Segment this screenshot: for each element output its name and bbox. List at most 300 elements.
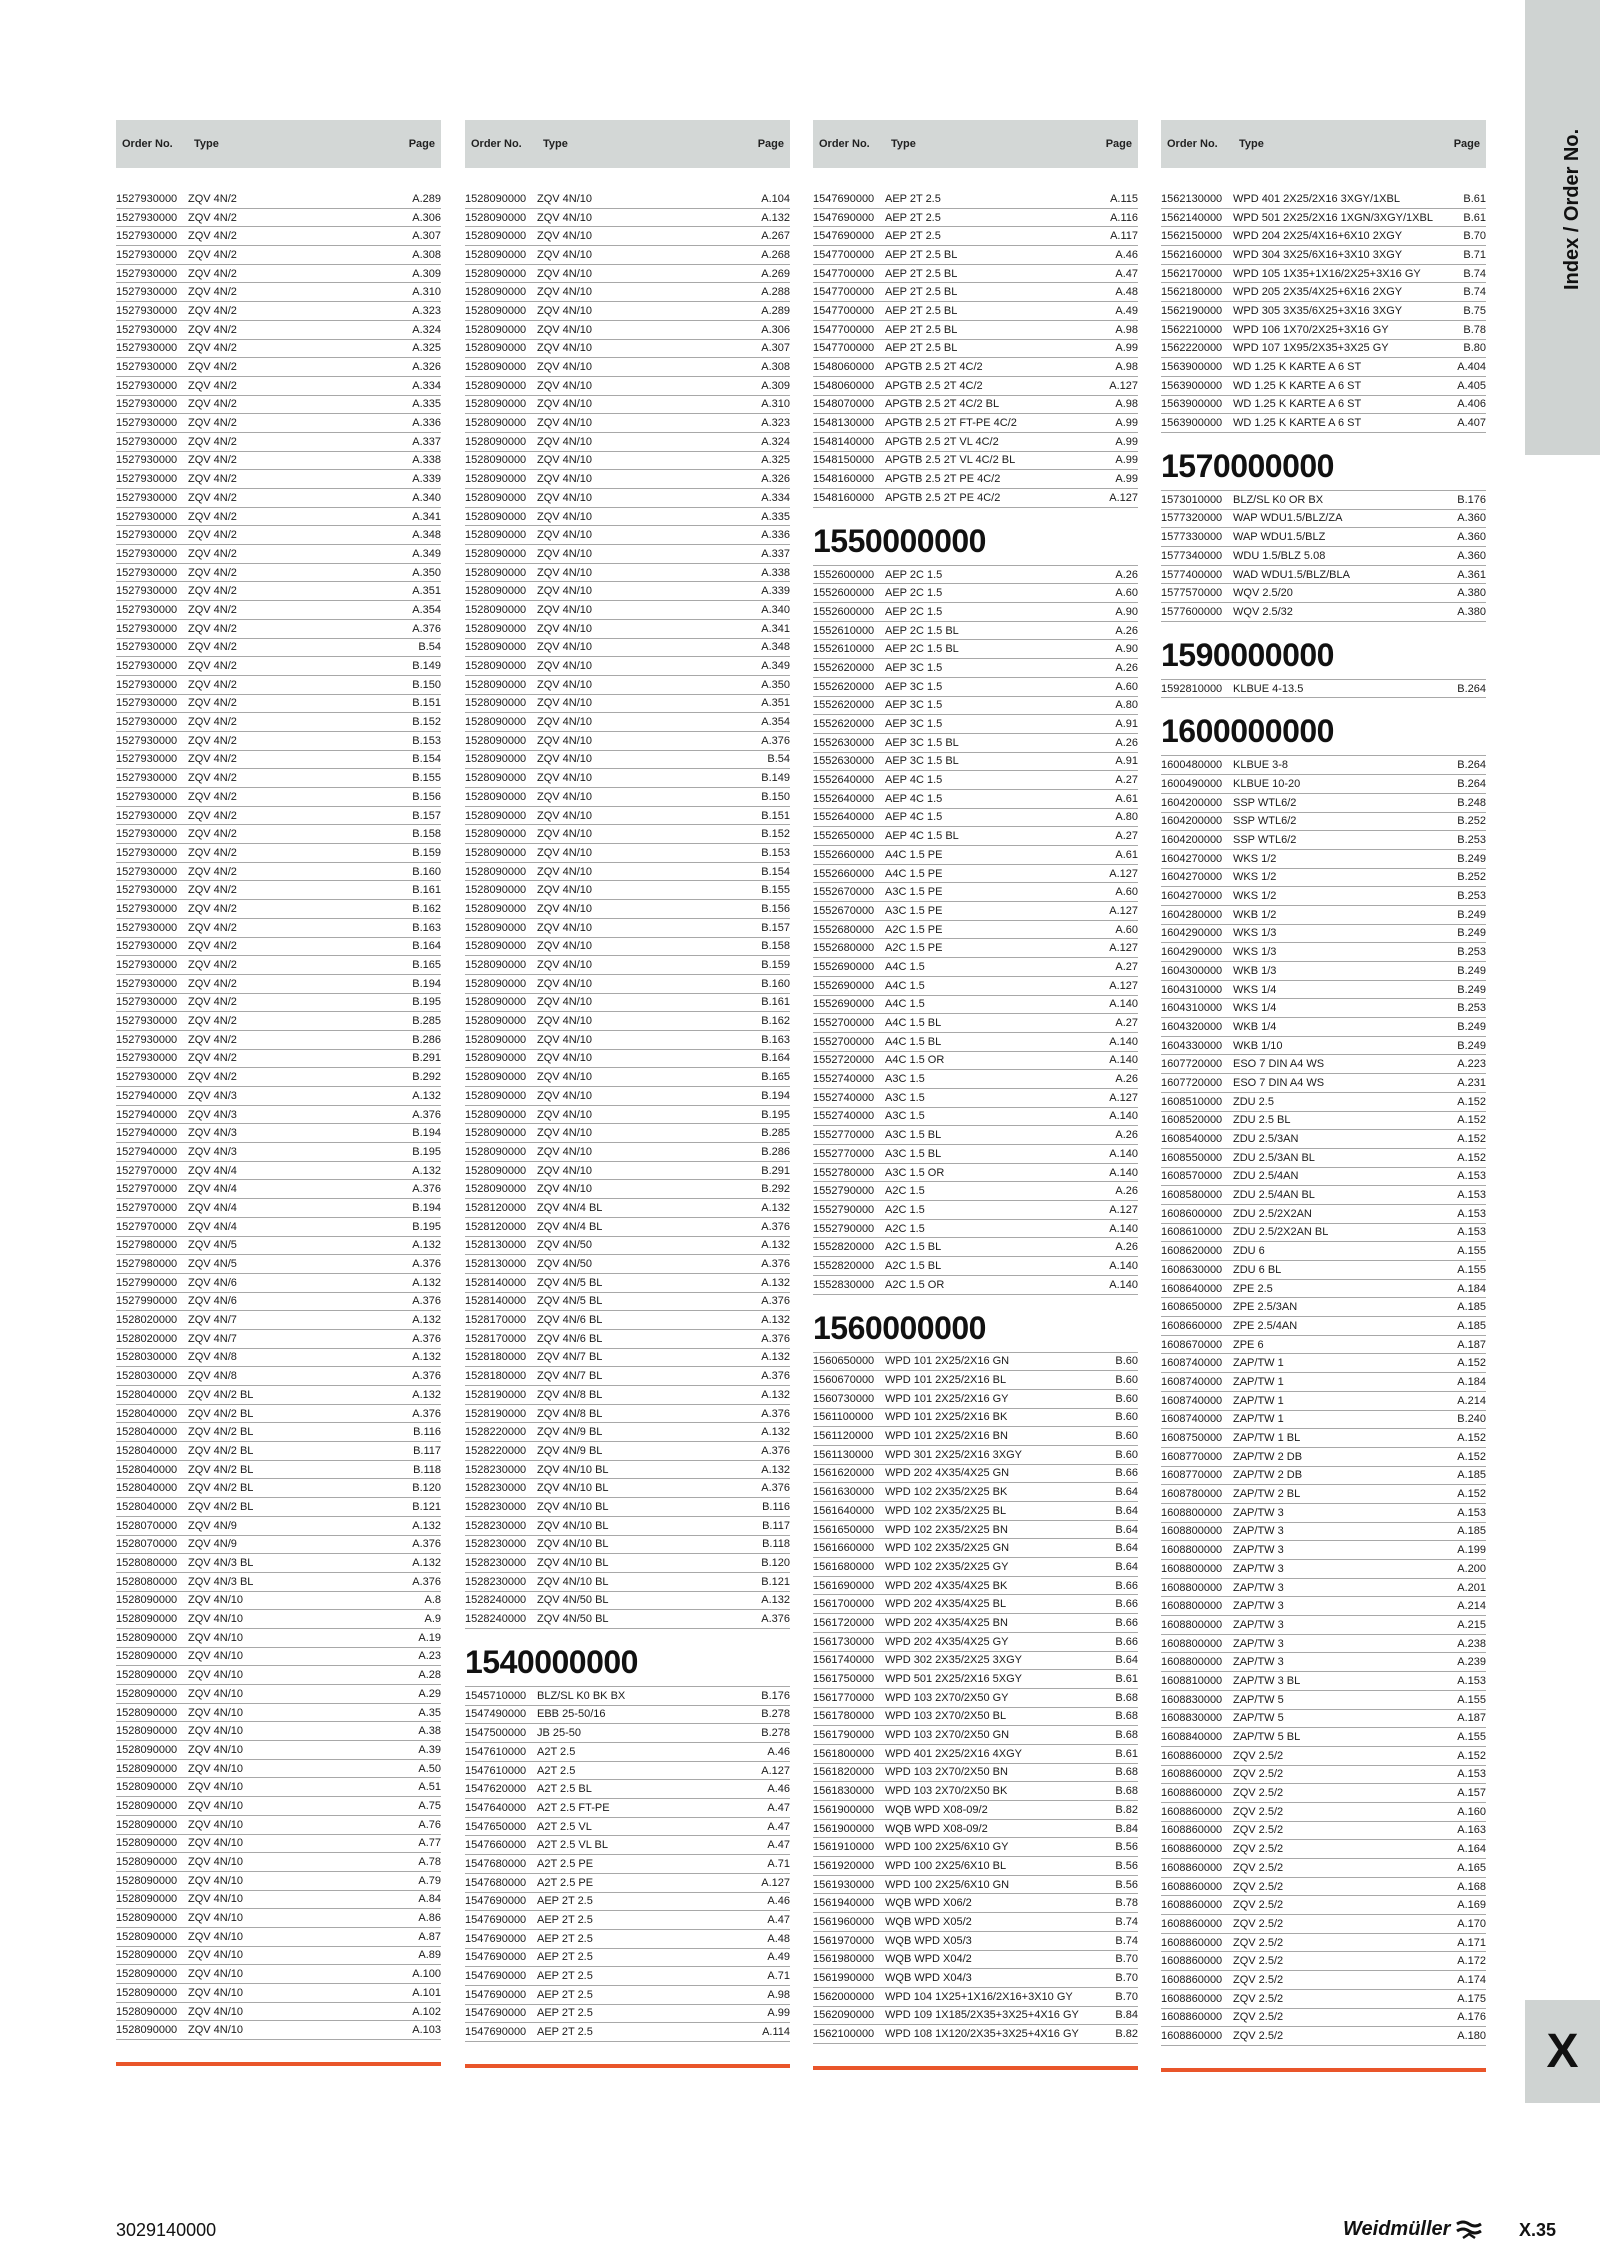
order-number: 1527980000 xyxy=(116,1258,178,1271)
page-ref: B.71 xyxy=(1463,248,1486,261)
index-row xyxy=(116,1760,441,1779)
page-ref: A.27 xyxy=(1115,774,1138,787)
page-ref: A.325 xyxy=(761,454,790,467)
index-row xyxy=(1161,321,1486,340)
type-name: ZAP/TW 3 xyxy=(1233,1600,1284,1613)
type-name: WD 1.25 K KARTE A 6 ST xyxy=(1233,398,1362,411)
order-number: 1608740000 xyxy=(1161,1357,1223,1370)
order-number: 1562220000 xyxy=(1161,342,1223,355)
order-number: 1561940000 xyxy=(813,1897,875,1910)
type-name: ZQV 4N/2 xyxy=(188,435,237,448)
type-name: KLBUE 10-20 xyxy=(1233,777,1301,790)
index-row xyxy=(465,1293,790,1312)
type-name: ZAP/TW 1 xyxy=(1233,1375,1284,1388)
type-name: ZQV 4N/10 xyxy=(537,846,593,859)
index-row xyxy=(116,526,441,545)
type-name: ZQV 4N/4 xyxy=(188,1164,237,1177)
type-name: AEP 2C 1.5 BL xyxy=(885,643,959,656)
page-ref: A.152 xyxy=(1457,1095,1486,1108)
column-end-rule xyxy=(1161,2068,1486,2072)
type-name: ZQV 2.5/2 xyxy=(1233,1749,1284,1762)
index-row xyxy=(116,919,441,938)
order-number: 1528090000 xyxy=(465,342,527,355)
type-name: ZQV 4N/10 xyxy=(537,1033,593,1046)
page-ref: A.184 xyxy=(1457,1282,1486,1295)
index-row xyxy=(116,1909,441,1928)
type-name: ZQV 4N/10 xyxy=(537,977,593,990)
index-row xyxy=(465,751,790,770)
page-ref: B.161 xyxy=(412,884,441,897)
index-row xyxy=(116,994,441,1013)
page-ref: A.127 xyxy=(1109,942,1138,955)
index-row xyxy=(465,1012,790,1031)
order-number: 1528090000 xyxy=(465,379,527,392)
page-ref: B.64 xyxy=(1115,1654,1138,1667)
order-number: 1552770000 xyxy=(813,1147,875,1160)
index-row xyxy=(465,582,790,601)
order-number: 1552660000 xyxy=(813,867,875,880)
page-ref: B.118 xyxy=(413,1463,441,1476)
order-number: 1528220000 xyxy=(465,1426,527,1439)
page-ref: A.132 xyxy=(761,1594,790,1607)
type-name: AEP 2T 2.5 xyxy=(537,1932,593,1945)
order-number: 1528090000 xyxy=(465,772,527,785)
order-number: 1527930000 xyxy=(116,398,178,411)
page-ref: A.339 xyxy=(761,585,790,598)
page-ref: A.336 xyxy=(412,417,441,430)
index-row xyxy=(1161,1112,1486,1131)
type-name: AEP 2T 2.5 BL xyxy=(885,267,958,280)
type-name: ZQV 4N/10 xyxy=(537,547,593,560)
page-ref: A.351 xyxy=(412,585,441,598)
order-number: 1527930000 xyxy=(116,1052,178,1065)
order-number: 1561820000 xyxy=(813,1766,875,1779)
type-name: ZQV 4N/10 xyxy=(537,267,593,280)
section-heading: 1550000000 xyxy=(813,508,1138,566)
page-ref: A.127 xyxy=(761,1764,790,1777)
index-row xyxy=(116,1498,441,1517)
index-row xyxy=(465,377,790,396)
type-name: ZQV 4N/7 xyxy=(188,1314,237,1327)
index-row xyxy=(116,956,441,975)
order-number: 1608800000 xyxy=(1161,1525,1223,1538)
page-ref: A.80 xyxy=(1115,699,1138,712)
order-number: 1527930000 xyxy=(116,435,178,448)
index-row xyxy=(116,545,441,564)
index-row xyxy=(116,1405,441,1424)
page-ref: B.264 xyxy=(1457,682,1486,695)
page-ref: B.155 xyxy=(412,772,441,785)
page-ref: B.164 xyxy=(761,1052,790,1065)
page-ref: A.127 xyxy=(1109,1203,1138,1216)
type-name: ZQV 4N/10 xyxy=(537,491,593,504)
order-number: 1608800000 xyxy=(1161,1562,1223,1575)
type-name: ZQV 4N/2 xyxy=(188,809,237,822)
page-ref: A.100 xyxy=(412,1968,441,1981)
page-ref: B.194 xyxy=(412,1127,441,1140)
type-name: WQV 2.5/32 xyxy=(1233,605,1293,618)
page-ref: B.82 xyxy=(1115,2028,1138,2041)
order-number: 1608770000 xyxy=(1161,1469,1223,1482)
type-name: ZQV 4N/2 xyxy=(188,622,237,635)
page-ref: A.164 xyxy=(1457,1843,1486,1856)
type-name: ZQV 4N/2 BL xyxy=(188,1482,254,1495)
index-row xyxy=(465,657,790,676)
type-name: ZQV 4N/2 xyxy=(188,491,237,504)
page-ref: B.157 xyxy=(412,809,441,822)
type-name: A3C 1.5 BL xyxy=(885,1147,942,1160)
index-row xyxy=(1161,1840,1486,1859)
type-name: WPD 106 1X70/2X25+3X16 GY xyxy=(1233,323,1389,336)
type-name: ZAP/TW 3 xyxy=(1233,1525,1284,1538)
index-row xyxy=(1161,1298,1486,1317)
index-row xyxy=(116,433,441,452)
page-ref: B.160 xyxy=(761,977,790,990)
type-name: ZPE 6 xyxy=(1233,1338,1264,1351)
order-number: 1608630000 xyxy=(1161,1263,1223,1276)
section-x-tab: X xyxy=(1525,2000,1600,2103)
order-number: 1547650000 xyxy=(465,1820,527,1833)
page-ref: A.51 xyxy=(418,1781,441,1794)
type-name: ZQV 4N/10 xyxy=(537,361,593,374)
page-ref: A.269 xyxy=(761,267,790,280)
type-name: AEP 4C 1.5 BL xyxy=(885,830,959,843)
type-name: A2C 1.5 PE xyxy=(885,923,943,936)
type-name: ZQV 4N/10 xyxy=(188,1912,244,1925)
order-number: 1528090000 xyxy=(465,529,527,542)
type-name: ZQV 2.5/2 xyxy=(1233,1955,1284,1968)
type-name: ZAP/TW 3 xyxy=(1233,1618,1284,1631)
index-row xyxy=(465,1349,790,1368)
index-row xyxy=(465,844,790,863)
order-number: 1527930000 xyxy=(116,622,178,635)
type-name: ZQV 2.5/2 xyxy=(1233,1787,1284,1800)
page-ref: B.149 xyxy=(761,772,790,785)
index-row xyxy=(116,1423,441,1442)
index-row xyxy=(465,1836,790,1855)
index-row xyxy=(813,358,1138,377)
type-name: ESO 7 DIN A4 WS xyxy=(1233,1076,1325,1089)
page-ref: A.376 xyxy=(412,1575,441,1588)
type-name: ZQV 4N/9 xyxy=(188,1519,237,1532)
order-number: 1552700000 xyxy=(813,1017,875,1030)
type-name: WQB WPD X08-09/2 xyxy=(885,1803,988,1816)
index-row xyxy=(116,676,441,695)
index-row xyxy=(813,1539,1138,1558)
page-ref: B.252 xyxy=(1457,871,1486,884)
index-row xyxy=(465,396,790,415)
type-name: ZQV 4N/2 xyxy=(188,921,237,934)
order-number: 1528090000 xyxy=(465,1108,527,1121)
index-row xyxy=(813,1521,1138,1540)
index-row xyxy=(1161,981,1486,1000)
index-row xyxy=(1161,943,1486,962)
page-ref: A.117 xyxy=(1110,230,1138,243)
type-name: ZQV 4N/10 xyxy=(537,1183,593,1196)
page-ref: A.172 xyxy=(1457,1955,1486,1968)
page-ref: A.140 xyxy=(1109,1259,1138,1272)
index-row xyxy=(1161,491,1486,510)
page-ref: B.278 xyxy=(761,1708,790,1721)
order-number: 1563900000 xyxy=(1161,398,1223,411)
order-number: 1528180000 xyxy=(465,1370,527,1383)
order-number: 1561640000 xyxy=(813,1504,875,1517)
order-number: 1528090000 xyxy=(116,1818,178,1831)
index-row xyxy=(813,566,1138,585)
order-number: 1547620000 xyxy=(465,1783,527,1796)
page-ref: A.9 xyxy=(424,1613,441,1626)
type-name: AEP 2T 2.5 BL xyxy=(885,286,958,299)
page-ref: B.159 xyxy=(412,846,441,859)
page-ref: A.168 xyxy=(1457,1880,1486,1893)
type-name: ZAP/TW 3 xyxy=(1233,1656,1284,1669)
index-row xyxy=(465,956,790,975)
page-ref: A.132 xyxy=(412,1519,441,1532)
order-number: 1548070000 xyxy=(813,398,875,411)
index-row xyxy=(465,1274,790,1293)
index-row xyxy=(813,1614,1138,1633)
order-number: 1561100000 xyxy=(813,1411,874,1424)
page-ref: A.60 xyxy=(1115,923,1138,936)
type-name: ZQV 4N/10 xyxy=(188,1799,244,1812)
page-ref: A.132 xyxy=(761,1201,790,1214)
page-ref: A.361 xyxy=(1457,568,1486,581)
page-ref: A.153 xyxy=(1457,1674,1486,1687)
index-row xyxy=(465,227,790,246)
type-name: ZQV 4N/10 xyxy=(537,790,593,803)
type-name: WPD 102 2X35/2X25 BK xyxy=(885,1486,1008,1499)
index-row xyxy=(1161,1616,1486,1635)
type-name: WPD 305 3X35/6X25+3X16 3XGY xyxy=(1233,304,1403,317)
type-name: AEP 4C 1.5 xyxy=(885,774,943,787)
index-row xyxy=(813,1708,1138,1727)
page-ref: A.132 xyxy=(761,1314,790,1327)
index-row xyxy=(1161,680,1486,699)
index-row xyxy=(1161,794,1486,813)
index-row xyxy=(465,1743,790,1762)
index-row xyxy=(813,697,1138,716)
page-ref: B.156 xyxy=(412,790,441,803)
page-ref: A.289 xyxy=(761,304,790,317)
index-row xyxy=(813,1595,1138,1614)
order-number: 1608800000 xyxy=(1161,1506,1223,1519)
index-row xyxy=(465,302,790,321)
type-name: ZQV 4N/50 BL xyxy=(537,1594,609,1607)
type-name: A2C 1.5 xyxy=(885,1203,925,1216)
type-name: ZQV 4N/2 xyxy=(188,566,237,579)
index-row xyxy=(116,695,441,714)
index-row xyxy=(1161,906,1486,925)
type-name: JB 25-50 xyxy=(537,1727,582,1740)
order-number: 1547690000 xyxy=(465,2007,527,2020)
type-name: ZDU 6 xyxy=(1233,1245,1265,1258)
order-number: 1528090000 xyxy=(116,1893,178,1906)
page-ref: A.99 xyxy=(1115,417,1138,430)
index-row xyxy=(813,584,1138,603)
index-row xyxy=(1161,1635,1486,1654)
type-name: AEP 2T 2.5 BL xyxy=(885,304,958,317)
order-number: 1561740000 xyxy=(813,1654,875,1667)
index-row xyxy=(465,526,790,545)
page-ref: A.380 xyxy=(1457,587,1486,600)
type-name: A4C 1.5 xyxy=(885,960,925,973)
order-number: 1528230000 xyxy=(465,1463,527,1476)
page-ref: A.39 xyxy=(418,1743,441,1756)
index-row xyxy=(813,977,1138,996)
page-ref: A.376 xyxy=(412,1183,441,1196)
type-name: ZQV 4N/10 BL xyxy=(537,1500,609,1513)
order-number: 1528090000 xyxy=(465,248,527,261)
index-row xyxy=(813,265,1138,284)
page-ref: B.70 xyxy=(1115,1990,1138,2003)
index-column-4 xyxy=(1161,120,1486,2072)
page-ref: B.78 xyxy=(1115,1897,1138,1910)
type-name: APGTB 2.5 2T 4C/2 xyxy=(885,361,983,374)
type-name: AEP 4C 1.5 xyxy=(885,792,943,805)
page-ref: A.153 xyxy=(1457,1189,1486,1202)
page-ref: A.127 xyxy=(1109,379,1138,392)
page-ref: A.376 xyxy=(761,1332,790,1345)
index-row xyxy=(813,1427,1138,1446)
index-row xyxy=(116,283,441,302)
index-row xyxy=(1161,1074,1486,1093)
column-body xyxy=(116,190,441,2040)
order-number: 1608800000 xyxy=(1161,1637,1223,1650)
order-number: 1528090000 xyxy=(465,286,527,299)
order-number: 1528090000 xyxy=(465,1089,527,1102)
type-name: ZQV 4N/10 xyxy=(537,248,593,261)
page-ref: B.292 xyxy=(761,1183,790,1196)
order-number: 1608740000 xyxy=(1161,1375,1223,1388)
type-name: WPD 102 2X35/2X25 BL xyxy=(885,1504,1007,1517)
order-number: 1562170000 xyxy=(1161,267,1223,280)
index-row xyxy=(116,1797,441,1816)
index-row xyxy=(813,1089,1138,1108)
index-row xyxy=(116,564,441,583)
order-number: 1528040000 xyxy=(116,1388,178,1401)
index-row xyxy=(116,769,441,788)
index-row xyxy=(813,1913,1138,1932)
page-ref: B.286 xyxy=(761,1145,790,1158)
index-row xyxy=(1161,1859,1486,1878)
index-row xyxy=(813,640,1138,659)
order-number: 1528040000 xyxy=(116,1444,178,1457)
index-row xyxy=(116,246,441,265)
type-name: APGTB 2.5 2T 4C/2 BL xyxy=(885,398,1000,411)
order-number: 1527990000 xyxy=(116,1276,178,1289)
index-row xyxy=(465,209,790,228)
order-number: 1552660000 xyxy=(813,848,875,861)
order-number: 1608860000 xyxy=(1161,2030,1223,2043)
page-ref: B.66 xyxy=(1115,1579,1138,1592)
order-number: 1608860000 xyxy=(1161,1973,1223,1986)
type-name: ZQV 4N/10 xyxy=(537,1015,593,1028)
order-number: 1528090000 xyxy=(465,211,527,224)
type-name: ZQV 4N/9 BL xyxy=(537,1426,603,1439)
index-row xyxy=(465,639,790,658)
order-number: 1527930000 xyxy=(116,884,178,897)
order-number: 1608860000 xyxy=(1161,1787,1223,1800)
type-name: ZQV 4N/5 BL xyxy=(537,1276,603,1289)
index-row xyxy=(465,1461,790,1480)
order-number: 1608740000 xyxy=(1161,1413,1223,1426)
index-row xyxy=(465,900,790,919)
order-number: 1528090000 xyxy=(465,1015,527,1028)
index-row xyxy=(1161,775,1486,794)
type-name: ZQV 4N/10 xyxy=(188,2024,244,2037)
type-name: ZQV 4N/10 xyxy=(537,342,593,355)
page-ref: B.253 xyxy=(1457,834,1486,847)
order-number: 1527930000 xyxy=(116,417,178,430)
index-row xyxy=(465,1874,790,1893)
index-row xyxy=(465,1237,790,1256)
type-name: ZQV 4N/2 BL xyxy=(188,1407,254,1420)
type-header: Type xyxy=(543,138,568,150)
page-ref: A.152 xyxy=(1457,1114,1486,1127)
index-row xyxy=(116,209,441,228)
type-name: A3C 1.5 BL xyxy=(885,1129,942,1142)
index-row xyxy=(116,1031,441,1050)
index-row xyxy=(116,1816,441,1835)
type-name: ZQV 4N/2 xyxy=(188,473,237,486)
type-name: AEP 2T 2.5 xyxy=(537,2007,593,2020)
page-header: Page xyxy=(757,138,784,150)
order-number: 1528120000 xyxy=(465,1220,527,1233)
page-ref: B.74 xyxy=(1115,1915,1138,1928)
type-name: WQB WPD X04/3 xyxy=(885,1972,972,1985)
page-ref: B.195 xyxy=(412,1220,441,1233)
type-name: WAD WDU1.5/BLZ/BLA xyxy=(1233,568,1350,581)
type-name: ZQV 4N/10 BL xyxy=(537,1463,609,1476)
page-ref: A.60 xyxy=(1115,587,1138,600)
index-row xyxy=(1161,547,1486,566)
type-name: ESO 7 DIN A4 WS xyxy=(1233,1058,1325,1071)
column-header xyxy=(1161,120,1486,168)
type-name: WPD 202 4X35/4X25 BL xyxy=(885,1598,1007,1611)
type-name: ZQV 4N/4 BL xyxy=(537,1220,603,1233)
page-ref: A.84 xyxy=(418,1893,441,1906)
page-ref: B.68 xyxy=(1115,1729,1138,1742)
type-name: WPD 101 2X25/2X16 BK xyxy=(885,1411,1008,1424)
order-number: 1547700000 xyxy=(813,304,875,317)
page-ref: A.199 xyxy=(1457,1544,1486,1557)
page-ref: A.132 xyxy=(761,1426,790,1439)
index-row xyxy=(465,1087,790,1106)
page-ref: A.174 xyxy=(1457,1973,1486,1986)
order-number: 1608810000 xyxy=(1161,1674,1223,1687)
page-ref: B.286 xyxy=(412,1033,441,1046)
type-name: ZQV 4N/5 xyxy=(188,1239,237,1252)
type-name: WPD 105 1X35+1X16/2X25+3X16 GY xyxy=(1233,267,1421,280)
page-ref: B.120 xyxy=(412,1482,441,1495)
page-ref: A.76 xyxy=(418,1818,441,1831)
page-ref: A.348 xyxy=(761,641,790,654)
index-row xyxy=(813,622,1138,641)
type-name: WDU 1.5/BLZ 5.08 xyxy=(1233,549,1326,562)
page-ref: A.341 xyxy=(761,622,790,635)
index-row xyxy=(1161,1392,1486,1411)
type-name: A3C 1.5 OR xyxy=(885,1166,945,1179)
brand-logo-icon xyxy=(1455,2218,1487,2240)
order-number: 1528020000 xyxy=(116,1332,178,1345)
order-number: 1608570000 xyxy=(1161,1170,1223,1183)
page-ref: B.162 xyxy=(412,902,441,915)
page-ref: A.407 xyxy=(1457,417,1486,430)
type-name: ZQV 4N/10 xyxy=(537,1108,593,1121)
order-number: 1552690000 xyxy=(813,979,875,992)
index-row xyxy=(813,715,1138,734)
order-number: 1528090000 xyxy=(465,435,527,448)
